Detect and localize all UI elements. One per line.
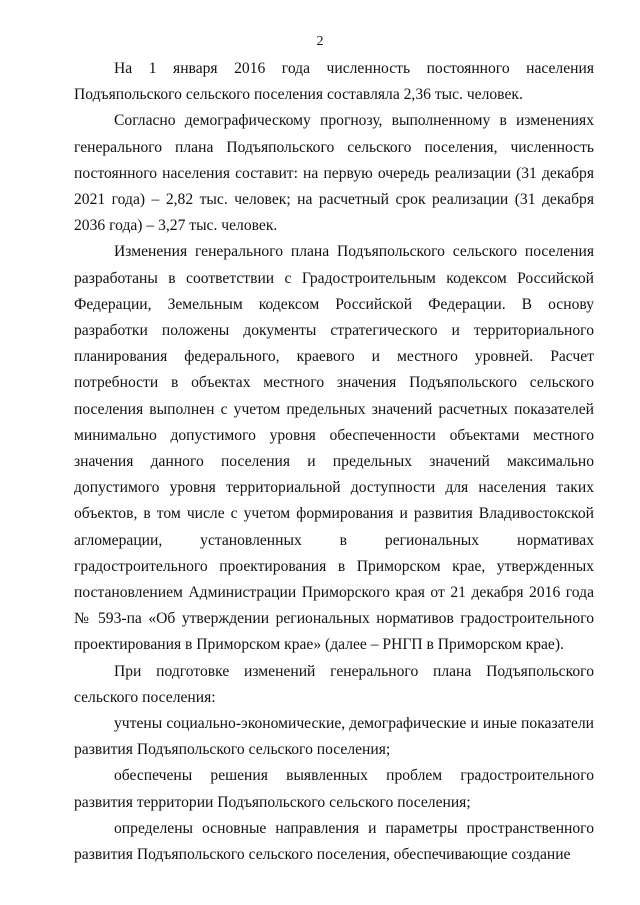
- paragraph-indicators-considered: учтены социально-экономические, демографические и иные показатели развития Подъяпольского сельского поселения;: [74, 715, 594, 759]
- paragraph-demographic-forecast: Согласно демографическому прогнозу, выполненному в изменениях генерального плана Подъяпольского сельского поселения, численность постоянного населения составит: на первую очередь реализации (31 декабря 2021 года) – 2,82 тыс. человек; на расчетный срок реализации (31 декабря 2036 года) – 3,27 тыс. человек.: [74, 112, 594, 235]
- paragraph-problem-solutions: обеспечены решения выявленных проблем градостроительного развития территории Подъяпольского сельского поселения;: [74, 767, 594, 811]
- page-number: 2: [316, 34, 324, 49]
- document-body: [74, 56, 594, 868]
- paragraph-legal-basis: Изменения генерального плана Подъяпольского сельского поселения разработаны в соответствии с Градостроительным кодексом Российской Федерации, Земельным кодексом Российской Федерации. В основу разработки положены документы стратегического и территориального планирования федерального, краевого и местного уровней. Расчет потребности в объектах местного значения Подъяпольского сельского поселения выполнен с учетом предельных значений расчетных показателей минимально допустимого уровня обеспеченности объектами местного значения данного поселения и предельных значений максимально допустимого уровня территориальной доступности для населения таких объектов, в том числе с учетом формирования и развития Владивостокской агломерации, установленных в региональных нормативах градостроительного проектирования в Приморском крае, утвержденных постановлением Администрации Приморского края от 21 декабря 2016 года № 593-па «Об утверждении региональных нормативов градостроительного проектирования в Приморском крае» (далее – РНГП в Приморском крае).: [74, 243, 594, 654]
- paragraph-development-directions: определены основные направления и параметры пространственного развития Подъяпольского сельского поселения, обеспечивающие создание: [74, 819, 594, 864]
- paragraph-population-2016: На 1 января 2016 года численность постоянного населения Подъяпольского сельского поселения составляла 2,36 тыс. человек.: [74, 60, 594, 104]
- paragraph-preparation-intro: При подготовке изменений генерального плана Подъяпольского сельского поселения:: [74, 662, 594, 706]
